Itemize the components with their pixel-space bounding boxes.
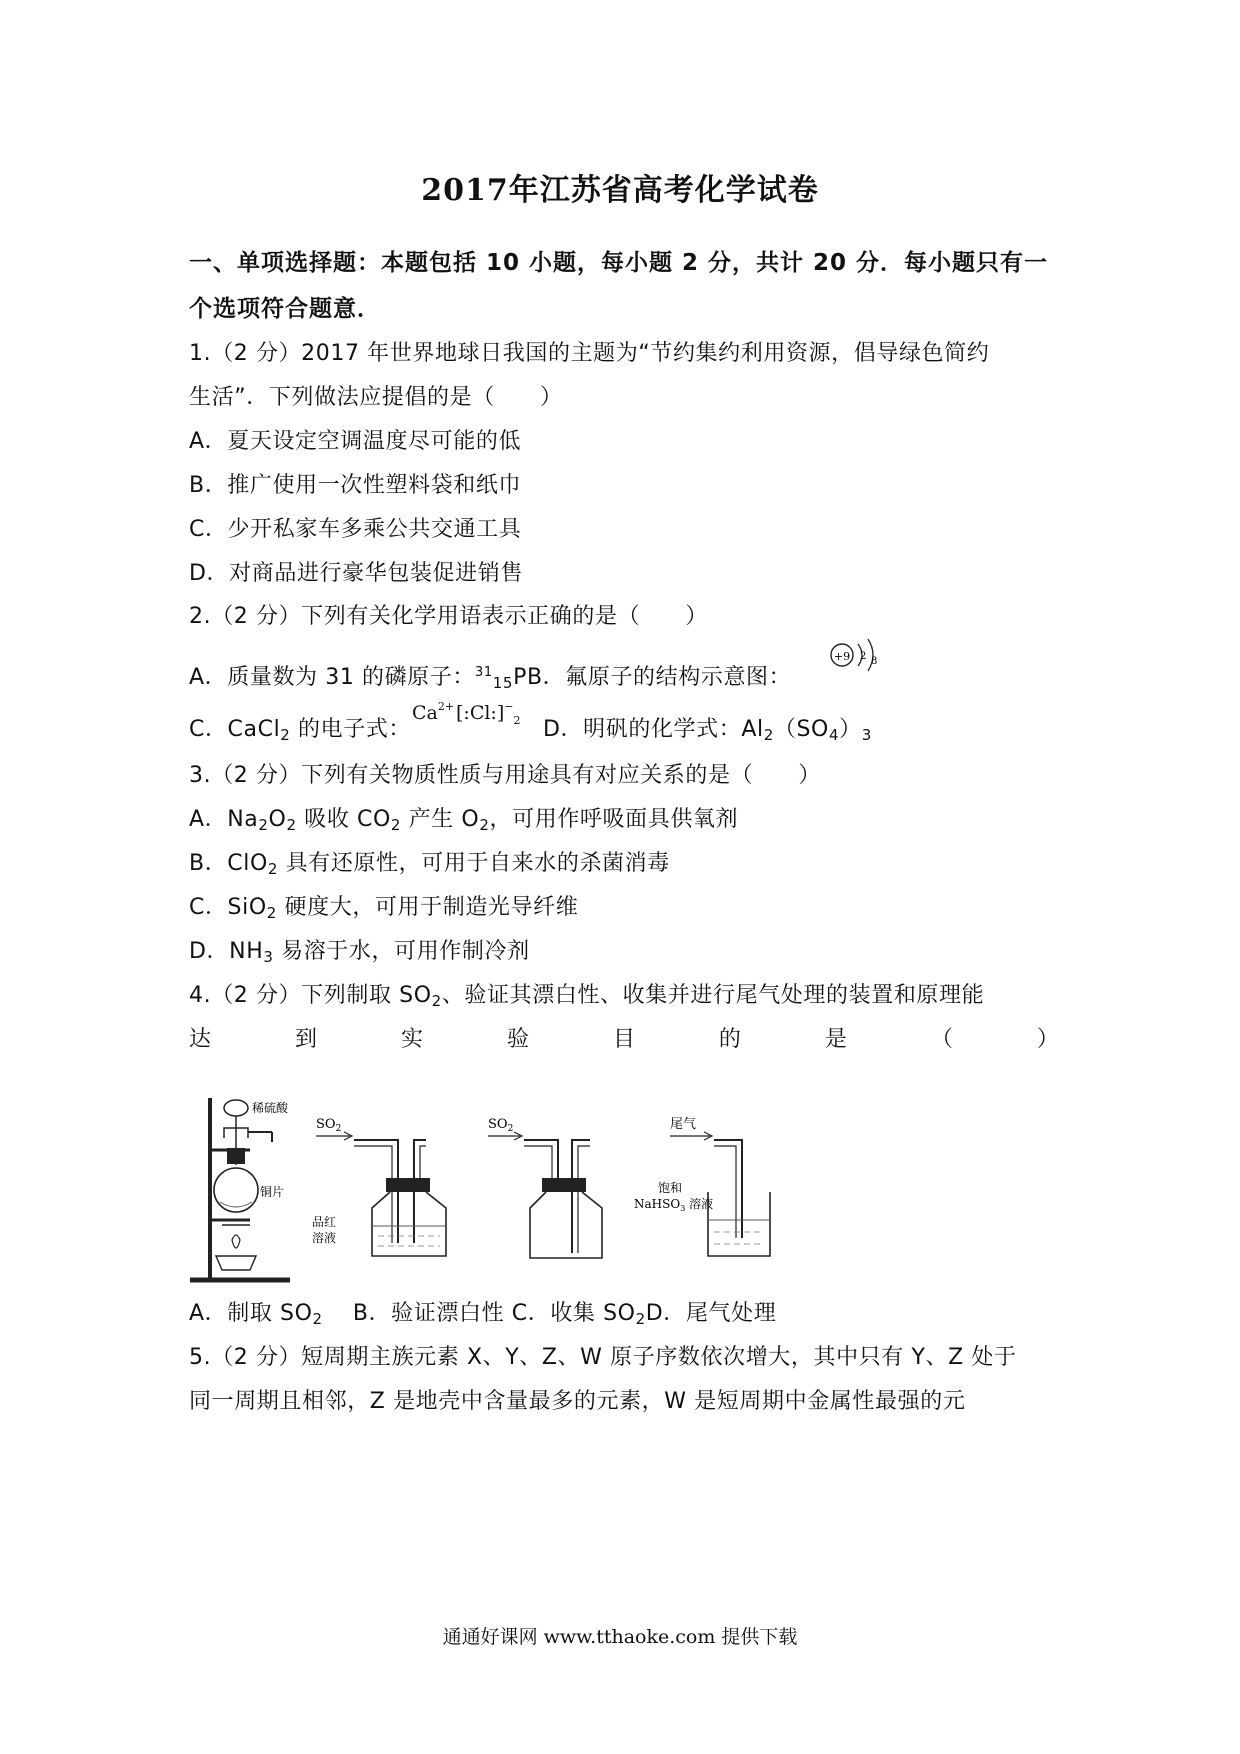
q2-option-c: C．CaCl$_2$ 的电子式： (189, 717, 412, 744)
q1-option-b: B．推广使用一次性塑料袋和纸巾 (189, 473, 522, 498)
apparatus-b-bleaching (308, 1108, 468, 1288)
q2-option-b-label: B．氟原子的结构示意图： (526, 665, 792, 690)
q5-stem-line1: 5.（2 分）短周期主族元素 X、Y、Z、W 原子序数依次增大，其中只有 Y、Z 处于 (189, 1345, 1017, 1370)
q1-option-c: C．少开私家车多乘公共交通工具 (189, 517, 522, 542)
label-dilute-sulfuric-acid: 稀硫酸 (252, 1101, 289, 1115)
fluorine-structure-diagram (828, 636, 888, 680)
section-heading-line1: 一、单项选择题：本题包括 10 小题，每小题 2 分，共计 20 分．每小题只有一 (189, 250, 1049, 276)
apparatus-a-generator (180, 1090, 320, 1290)
q1-stem-line1: 1.（2 分）2017 年世界地球日我国的主题为“节约集约利用资源，倡导绿色简约 (189, 341, 990, 366)
label-so2-c: $SO_2$ (488, 1117, 514, 1134)
q2-stem: 2.（2 分）下列有关化学用语表示正确的是（ ） (189, 604, 708, 629)
q4-stem-line1: 4.（2 分）下列制取 $SO_2$、验证其漂白性、收集并进行尾气处理的装置和原理能 (189, 983, 985, 1010)
page-title: 2017年江苏省高考化学试卷 (421, 173, 819, 208)
apparatus-c-collection (480, 1108, 620, 1288)
label-copper-sheet: 铜片 (260, 1185, 285, 1199)
label-so2-b: $SO_2$ (316, 1117, 342, 1134)
q1-option-d: D．对商品进行豪华包装促进销售 (189, 561, 523, 586)
section-heading-line2: 个选项符合题意． (189, 296, 381, 322)
shell2-count: 8 (871, 656, 878, 667)
q2-option-a-b: A．质量数为 31 的磷原子：$^{31}_{15}$PB．氟原子的结构示意图： (189, 665, 792, 692)
q4-options: A．制取 $SO_2$ B．验证漂白性 C．收集 $SO_2D$．尾气处理 (189, 1301, 777, 1328)
label-pinhong: 品红 (312, 1215, 337, 1229)
q3-option-a: A．$Na_2O_2$ 吸收 $CO_2$ 产生 $O_2$，可用作呼吸面具供氧剂 (189, 807, 739, 834)
q5-stem-line2: 同一周期且相邻，Z 是地壳中含量最多的元素，W 是短周期中金属性最强的元 (189, 1389, 966, 1414)
label-nahso3: NaHSO$_3$ 溶液 (634, 1197, 714, 1213)
apparatus-d-tail-gas (630, 1108, 790, 1288)
label-solution-b: 溶液 (312, 1231, 337, 1245)
page-footer: 通通好课网 www.tthaoke.com 提供下载 (442, 1626, 798, 1648)
cacl2-electron-formula: $Ca^{2+}$ $[:Cl:]^-_2$ (412, 700, 521, 727)
label-tail-gas: 尾气 (670, 1117, 697, 1132)
shell1-count: 2 (860, 651, 867, 662)
q2-option-d: D．明矾的化学式：$Al_2(SO_4)_3$ (543, 717, 872, 744)
q3-option-b: B．ClO$_2$ 具有还原性，可用于自来水的杀菌消毒 (189, 851, 670, 878)
q4-stem-line2: 达 到 实 验 目 的 是 （ ） (189, 1027, 1059, 1052)
q3-option-d: D．$NH_3$ 易溶于水，可用作制冷剂 (189, 939, 530, 966)
q2-option-a-label: A．质量数为 31 的磷原子： (189, 665, 476, 690)
q1-stem-line2: 生活”．下列做法应提倡的是（ ） (189, 385, 563, 410)
q3-option-c: C．SiO$_2$ 硬度大，可用于制造光导纤维 (189, 895, 579, 922)
nucleus-charge: +9 (833, 650, 851, 663)
label-saturated: 饱和 (658, 1181, 683, 1195)
q3-stem: 3.（2 分）下列有关物质性质与用途具有对应关系的是（ ） (189, 763, 821, 788)
q1-option-a: A．夏天设定空调温度尽可能的低 (189, 429, 522, 454)
